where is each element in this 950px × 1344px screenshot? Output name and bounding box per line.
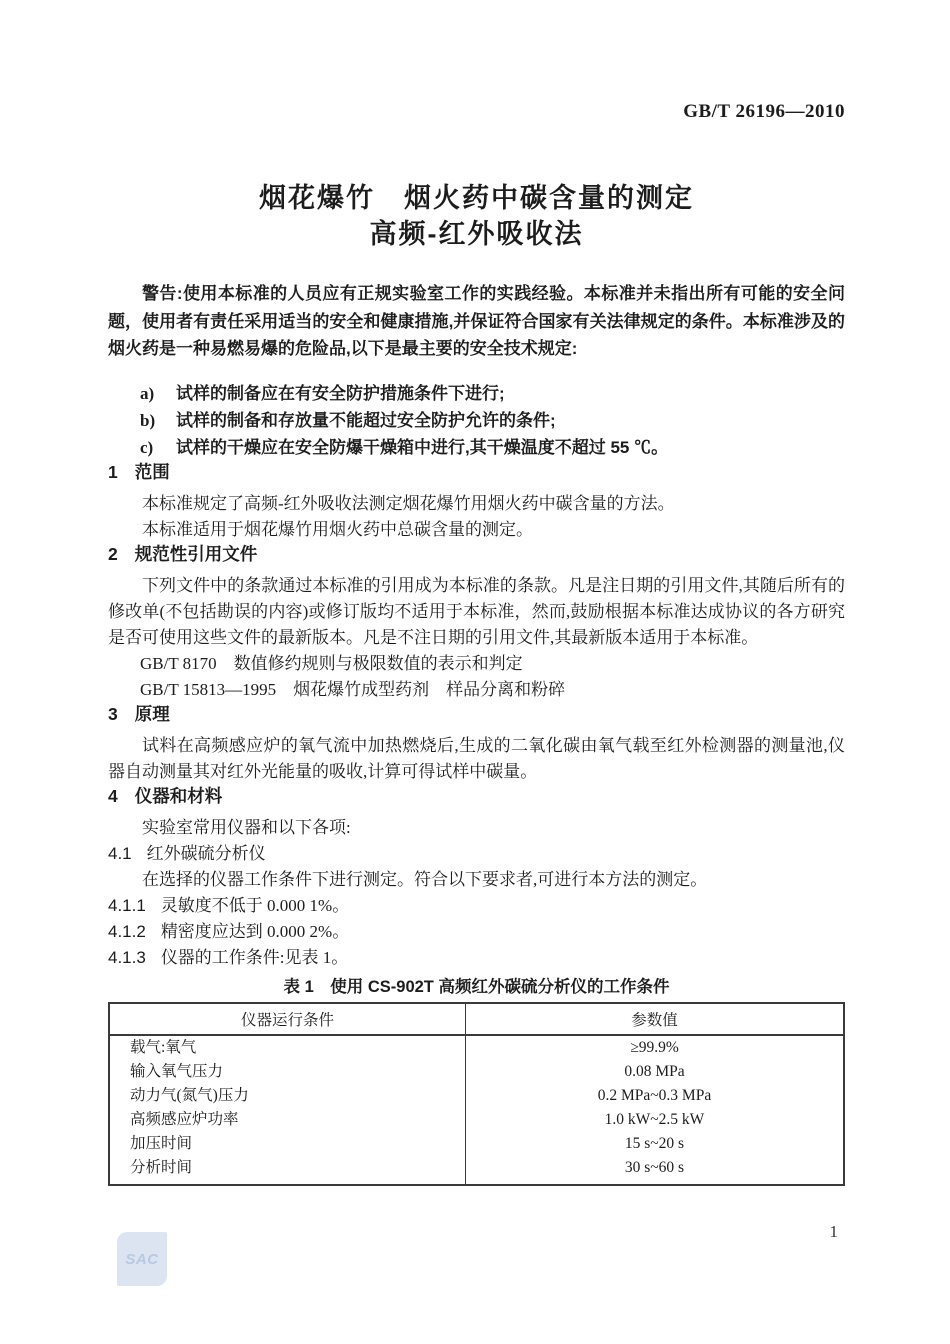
section-4-heading (108, 785, 845, 807)
table-cell-value: ≥99.9% (630, 1038, 679, 1056)
section-3-title: 原理 (134, 703, 170, 724)
warning-item-label: b) (140, 410, 156, 430)
section-2-paragraph: 下列文件中的条款通过本标准的引用成为本标准的条款。凡是注日期的引用文件,其随后所有的修改单(不包括勘误的内容)或修订版均不适用于本标准，然而,鼓励根据本标准达成协议的各方研究是否可使用这些文件的最新版本。凡是不注日期的引用文件,其最新版本适用于本标准。 (108, 575, 845, 647)
table-1 (108, 1002, 845, 1186)
section-1-paragraph-1: 本标准规定了高频-红外吸收法测定烟花爆竹用烟火药中碳含量的方法。 (142, 493, 675, 513)
section-4-number: 4 (108, 785, 118, 806)
section-2-number: 2 (108, 543, 118, 564)
clause-4-1-heading (108, 841, 845, 867)
document-title (108, 180, 845, 252)
table-1-caption: 表 1 使用 CS-902T 高频红外碳硫分析仪的工作条件 (283, 977, 670, 996)
section-4-title: 仪器和材料 (134, 785, 223, 806)
normative-reference-list (108, 651, 845, 703)
section-2-title: 规范性引用文件 (134, 543, 258, 564)
subclause-text: 灵敏度不低于 0.000 1%。 (160, 895, 350, 915)
section-1-number: 1 (108, 461, 118, 482)
table-cell-value: 15 s~20 s (624, 1134, 685, 1152)
clause-4-1-title: 红外碳硫分析仪 (146, 843, 266, 863)
section-3-heading (108, 703, 845, 725)
subclause-number: 4.1.3 (108, 947, 146, 967)
normative-reference: GB/T 8170 数值修约规则与极限数值的表示和判定 (140, 653, 523, 673)
document-title-line2: 高频-红外吸收法 (369, 219, 584, 249)
table-cell-condition: 高频感应炉功率 (109, 1108, 465, 1132)
section-3-paragraph: 试料在高频感应炉的氧气流中加热燃烧后,生成的二氧化碳由氧气载至红外检测器的测量池,仪器自动测量其对红外光能量的吸收,计算可得试样中碳量。 (108, 735, 845, 781)
warning-item (108, 434, 845, 461)
table-cell-value: 30 s~60 s (624, 1158, 685, 1176)
warning-item-list (108, 380, 845, 461)
section-2-heading (108, 543, 845, 565)
page-content (108, 0, 845, 1186)
table-row (109, 1084, 844, 1108)
standard-code: GB/T 26196—2010 (683, 101, 845, 122)
warning-item-label: a) (140, 383, 155, 403)
section-3-number: 3 (108, 703, 118, 724)
warning-item (108, 380, 845, 407)
warning-item (108, 407, 845, 434)
document-title-line1: 烟花爆竹 烟火药中碳含量的测定 (259, 183, 694, 213)
table-cell-condition: 加压时间 (109, 1132, 465, 1156)
section-1-paragraph-2: 本标准适用于烟花爆竹用烟火药中总碳含量的测定。 (142, 519, 533, 539)
subclause-item (108, 919, 845, 945)
normative-reference: GB/T 15813—1995 烟花爆竹成型药剂 样品分离和粉碎 (140, 679, 566, 699)
table-header-condition: 仪器运行条件 (109, 1003, 465, 1035)
table-header-row (109, 1003, 844, 1035)
sac-logo-icon: SAC (117, 1232, 167, 1286)
table-cell-condition: 输入氧气压力 (109, 1060, 465, 1084)
table-row (109, 1035, 844, 1060)
clause-4-1-number: 4.1 (108, 843, 132, 863)
page-number: 1 (829, 1222, 838, 1241)
table-cell-value: 0.2 MPa~0.3 MPa (597, 1086, 712, 1104)
section-4-intro: 实验室常用仪器和以下各项: (142, 817, 351, 837)
table-1-body (109, 1035, 844, 1185)
table-1-header (109, 1003, 844, 1035)
subclause-text: 精密度应达到 0.000 2%。 (160, 921, 350, 941)
warning-item-text: 试样的干燥应在安全防爆干燥箱中进行,其干燥温度不超过 55 ℃。 (176, 437, 669, 457)
clause-4-1-paragraph: 在选择的仪器工作条件下进行测定。符合以下要求者,可进行本方法的测定。 (142, 869, 708, 889)
subclause-number: 4.1.1 (108, 895, 146, 915)
table-cell-value: 1.0 kW~2.5 kW (604, 1110, 705, 1128)
subclause-text: 仪器的工作条件:见表 1。 (160, 947, 349, 967)
table-cell-condition: 动力气(氮气)压力 (109, 1084, 465, 1108)
table-cell-value: 0.08 MPa (624, 1062, 685, 1080)
warning-item-label: c) (140, 437, 154, 457)
table-cell-condition: 载气:氧气 (109, 1035, 465, 1060)
table-row (109, 1132, 844, 1156)
table-header-value: 参数值 (465, 1003, 844, 1035)
table-row (109, 1060, 844, 1084)
subclause-item (108, 893, 845, 919)
section-1-title: 范围 (134, 461, 170, 482)
table-row (109, 1108, 844, 1132)
subclause-list (108, 893, 845, 971)
warning-item-text: 试样的制备应在有安全防护措施条件下进行; (176, 383, 505, 403)
warning-item-text: 试样的制备和存放量不能超过安全防护允许的条件; (176, 410, 556, 430)
table-row (109, 1156, 844, 1185)
warning-paragraph: 警告:使用本标准的人员应有正规实验室工作的实践经验。本标准并未指出所有可能的安全问题，使用者有责任采用适当的安全和健康措施,并保证符合国家有关法律规定的条件。本标准涉及的烟火药是一种易燃易爆的危险品,以下是最主要的安全技术规定: (108, 284, 845, 358)
subclause-number: 4.1.2 (108, 921, 146, 941)
section-1-heading (108, 461, 845, 483)
table-cell-condition: 分析时间 (109, 1156, 465, 1185)
subclause-item (108, 945, 845, 971)
